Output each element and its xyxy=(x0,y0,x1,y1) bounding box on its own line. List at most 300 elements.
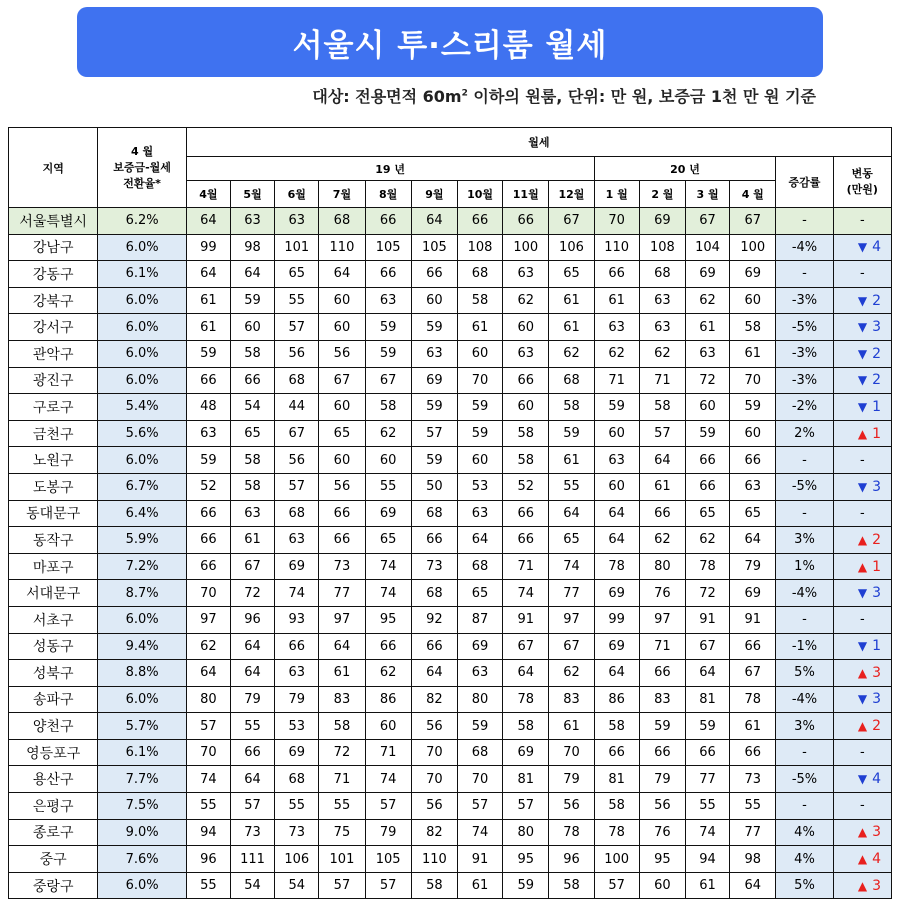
variance-cell: - xyxy=(833,606,891,633)
rent-value-cell: 59 xyxy=(411,314,457,341)
table-row xyxy=(9,713,892,740)
rent-value-cell: 106 xyxy=(549,234,594,261)
variance-cell xyxy=(833,314,891,341)
rent-value-cell: 60 xyxy=(457,447,502,474)
rent-value-cell: 67 xyxy=(275,420,319,447)
variance-cell xyxy=(833,766,891,793)
rent-value-cell: 95 xyxy=(639,846,685,873)
triangle-down-icon: ▼ xyxy=(857,320,868,335)
rent-value-cell: 63 xyxy=(457,500,502,527)
table-row xyxy=(9,872,892,899)
rent-value-cell: 61 xyxy=(186,287,230,314)
rent-value-cell: 57 xyxy=(365,872,411,899)
rent-value-cell: 60 xyxy=(365,713,411,740)
header-month: 5월 xyxy=(230,181,274,208)
rent-value-cell: 54 xyxy=(275,872,319,899)
header-variance-line2: (만원) xyxy=(846,183,878,196)
rent-value-cell: 67 xyxy=(549,208,594,235)
rent-value-cell: 66 xyxy=(685,739,729,766)
rent-value-cell: 60 xyxy=(411,287,457,314)
rent-value-cell: 73 xyxy=(275,819,319,846)
table-row xyxy=(9,287,892,314)
rent-value-cell: 61 xyxy=(457,314,502,341)
region-cell: 성동구 xyxy=(9,633,98,660)
conversion-rate-cell: 7.7% xyxy=(98,766,186,793)
rent-value-cell: 59 xyxy=(594,394,639,421)
conversion-rate-cell: 6.1% xyxy=(98,739,186,766)
rent-value-cell: 66 xyxy=(230,739,274,766)
conversion-rate-cell: 6.0% xyxy=(98,872,186,899)
rent-value-cell: 60 xyxy=(730,287,776,314)
rent-value-cell: 57 xyxy=(275,314,319,341)
rent-value-cell: 69 xyxy=(639,208,685,235)
rent-value-cell: 57 xyxy=(503,793,549,820)
region-cell: 동작구 xyxy=(9,527,98,554)
region-cell: 종로구 xyxy=(9,819,98,846)
rent-value-cell: 97 xyxy=(319,606,365,633)
rent-value-cell: 100 xyxy=(730,234,776,261)
rent-value-cell: 63 xyxy=(730,473,776,500)
variance-cell xyxy=(833,527,891,554)
rent-value-cell: 75 xyxy=(319,819,365,846)
triangle-up-icon: ▲ xyxy=(857,559,868,574)
subtitle-superscript: 2 xyxy=(461,88,468,99)
rent-value-cell: 55 xyxy=(230,713,274,740)
rent-value-cell: 62 xyxy=(365,420,411,447)
rent-value-cell: 71 xyxy=(594,367,639,394)
rent-value-cell: 72 xyxy=(319,739,365,766)
rent-value-cell: 64 xyxy=(639,447,685,474)
rent-value-cell: 59 xyxy=(411,447,457,474)
variance-cell xyxy=(833,580,891,607)
rent-value-cell: 70 xyxy=(411,766,457,793)
variance-cell xyxy=(833,420,891,447)
rent-value-cell: 86 xyxy=(594,686,639,713)
rent-value-cell: 68 xyxy=(411,500,457,527)
rent-value-cell: 63 xyxy=(503,340,549,367)
rent-value-cell: 64 xyxy=(594,527,639,554)
rent-value-cell: 63 xyxy=(230,208,274,235)
rent-value-cell: 74 xyxy=(365,553,411,580)
rent-value-cell: 57 xyxy=(411,420,457,447)
rent-value-cell: 65 xyxy=(685,500,729,527)
rent-value-cell: 60 xyxy=(319,394,365,421)
region-cell: 강남구 xyxy=(9,234,98,261)
region-cell: 서울특별시 xyxy=(9,208,98,235)
rent-value-cell: 55 xyxy=(549,473,594,500)
variance-amount: 3 xyxy=(872,478,881,495)
rent-value-cell: 60 xyxy=(457,340,502,367)
rent-value-cell: 78 xyxy=(594,553,639,580)
rent-value-cell: 69 xyxy=(457,633,502,660)
header-month: 4 월 xyxy=(730,181,776,208)
conversion-rate-cell: 5.6% xyxy=(98,420,186,447)
rent-value-cell: 66 xyxy=(730,739,776,766)
rent-value-cell: 61 xyxy=(549,287,594,314)
change-rate-cell: -4% xyxy=(776,580,833,607)
table-row xyxy=(9,367,892,394)
rent-value-cell: 64 xyxy=(730,527,776,554)
region-cell: 광진구 xyxy=(9,367,98,394)
rent-value-cell: 73 xyxy=(319,553,365,580)
header-variance-line1: 변동 xyxy=(851,167,873,180)
rent-value-cell: 57 xyxy=(230,793,274,820)
variance-amount: 3 xyxy=(872,664,881,681)
rent-value-cell: 61 xyxy=(594,287,639,314)
conversion-rate-cell: 9.4% xyxy=(98,633,186,660)
rent-value-cell: 63 xyxy=(685,340,729,367)
rent-value-cell: 65 xyxy=(230,420,274,447)
rent-value-cell: 81 xyxy=(503,766,549,793)
rent-value-cell: 67 xyxy=(230,553,274,580)
rent-value-cell: 59 xyxy=(457,394,502,421)
rent-value-cell: 70 xyxy=(730,367,776,394)
rent-table xyxy=(8,127,892,899)
rent-value-cell: 74 xyxy=(275,580,319,607)
rent-value-cell: 56 xyxy=(411,793,457,820)
conversion-rate-cell: 6.7% xyxy=(98,473,186,500)
rent-value-cell: 79 xyxy=(275,686,319,713)
rent-value-cell: 64 xyxy=(457,527,502,554)
rent-value-cell: 68 xyxy=(457,261,502,288)
rent-value-cell: 70 xyxy=(186,739,230,766)
rent-value-cell: 69 xyxy=(503,739,549,766)
rent-value-cell: 57 xyxy=(186,713,230,740)
rent-value-cell: 57 xyxy=(275,473,319,500)
rent-value-cell: 48 xyxy=(186,394,230,421)
rent-value-cell: 97 xyxy=(186,606,230,633)
variance-cell xyxy=(833,846,891,873)
rent-value-cell: 74 xyxy=(549,553,594,580)
rent-value-cell: 59 xyxy=(457,713,502,740)
rent-value-cell: 67 xyxy=(730,660,776,687)
rent-value-cell: 79 xyxy=(230,686,274,713)
region-cell: 강서구 xyxy=(9,314,98,341)
rent-value-cell: 79 xyxy=(365,819,411,846)
conversion-rate-cell: 6.1% xyxy=(98,261,186,288)
variance-amount: 1 xyxy=(872,425,881,442)
rent-value-cell: 56 xyxy=(275,447,319,474)
rent-value-cell: 61 xyxy=(457,872,502,899)
rent-value-cell: 64 xyxy=(730,872,776,899)
change-rate-cell: - xyxy=(776,261,833,288)
rent-value-cell: 66 xyxy=(230,367,274,394)
rent-value-cell: 64 xyxy=(186,660,230,687)
variance-amount: 2 xyxy=(872,531,881,548)
rent-value-cell: 65 xyxy=(275,261,319,288)
rent-value-cell: 66 xyxy=(730,447,776,474)
rent-value-cell: 80 xyxy=(503,819,549,846)
rent-value-cell: 58 xyxy=(230,447,274,474)
header-month: 2 월 xyxy=(639,181,685,208)
rent-value-cell: 61 xyxy=(639,473,685,500)
variance-amount: 4 xyxy=(872,239,881,256)
rent-value-cell: 70 xyxy=(186,580,230,607)
variance-cell xyxy=(833,394,891,421)
rent-value-cell: 63 xyxy=(594,447,639,474)
rent-value-cell: 55 xyxy=(275,287,319,314)
rent-value-cell: 61 xyxy=(685,872,729,899)
rent-value-cell: 104 xyxy=(685,234,729,261)
rent-value-cell: 60 xyxy=(594,420,639,447)
change-rate-cell: -1% xyxy=(776,633,833,660)
rent-value-cell: 63 xyxy=(275,660,319,687)
region-cell: 은평구 xyxy=(9,793,98,820)
region-cell: 노원구 xyxy=(9,447,98,474)
change-rate-cell: - xyxy=(776,208,833,235)
rent-value-cell: 67 xyxy=(685,208,729,235)
rent-value-cell: 62 xyxy=(594,340,639,367)
rent-value-cell: 61 xyxy=(685,314,729,341)
rent-value-cell: 83 xyxy=(319,686,365,713)
triangle-down-icon: ▼ xyxy=(857,346,868,361)
rent-value-cell: 68 xyxy=(549,367,594,394)
rent-value-cell: 58 xyxy=(503,420,549,447)
rent-value-cell: 60 xyxy=(685,394,729,421)
conversion-rate-cell: 9.0% xyxy=(98,819,186,846)
rent-value-cell: 63 xyxy=(186,420,230,447)
variance-cell xyxy=(833,686,891,713)
rent-value-cell: 64 xyxy=(549,500,594,527)
rent-value-cell: 59 xyxy=(685,713,729,740)
rent-value-cell: 66 xyxy=(365,633,411,660)
variance-cell xyxy=(833,633,891,660)
rent-value-cell: 62 xyxy=(685,527,729,554)
triangle-down-icon: ▼ xyxy=(857,479,868,494)
table-row xyxy=(9,793,892,820)
rent-value-cell: 77 xyxy=(549,580,594,607)
change-rate-cell: -4% xyxy=(776,686,833,713)
rent-value-cell: 58 xyxy=(594,713,639,740)
rent-value-cell: 66 xyxy=(685,473,729,500)
rent-value-cell: 68 xyxy=(275,766,319,793)
rent-value-cell: 79 xyxy=(639,766,685,793)
header-conversion-rate xyxy=(98,128,186,208)
rent-value-cell: 69 xyxy=(275,553,319,580)
rent-value-cell: 64 xyxy=(594,500,639,527)
rent-value-cell: 60 xyxy=(319,314,365,341)
rent-value-cell: 61 xyxy=(549,314,594,341)
rent-value-cell: 108 xyxy=(457,234,502,261)
table-row xyxy=(9,633,892,660)
rent-value-cell: 60 xyxy=(365,447,411,474)
rent-value-cell: 58 xyxy=(503,713,549,740)
change-rate-cell: -5% xyxy=(776,473,833,500)
header-month: 11월 xyxy=(503,181,549,208)
rent-value-cell: 66 xyxy=(186,553,230,580)
header-month: 6월 xyxy=(275,181,319,208)
region-cell: 마포구 xyxy=(9,553,98,580)
rent-value-cell: 64 xyxy=(594,660,639,687)
rent-value-cell: 59 xyxy=(186,340,230,367)
table-row xyxy=(9,580,892,607)
variance-cell xyxy=(833,553,891,580)
rent-value-cell: 68 xyxy=(457,553,502,580)
rent-value-cell: 59 xyxy=(365,340,411,367)
rent-value-cell: 55 xyxy=(365,473,411,500)
rent-value-cell: 83 xyxy=(639,686,685,713)
triangle-up-icon: ▲ xyxy=(857,825,868,840)
header-month: 12월 xyxy=(549,181,594,208)
triangle-down-icon: ▼ xyxy=(857,293,868,308)
rent-value-cell: 57 xyxy=(319,872,365,899)
rent-value-cell: 64 xyxy=(186,261,230,288)
variance-cell: - xyxy=(833,208,891,235)
table-row xyxy=(9,846,892,873)
change-rate-cell: - xyxy=(776,447,833,474)
rent-value-cell: 64 xyxy=(685,660,729,687)
rent-value-cell: 98 xyxy=(230,234,274,261)
rent-value-cell: 66 xyxy=(639,739,685,766)
rent-value-cell: 91 xyxy=(730,606,776,633)
change-rate-cell: 4% xyxy=(776,819,833,846)
rent-value-cell: 59 xyxy=(365,314,411,341)
table-row xyxy=(9,766,892,793)
conversion-rate-cell: 7.6% xyxy=(98,846,186,873)
variance-amount: 3 xyxy=(872,319,881,336)
header-variance xyxy=(833,157,891,208)
rent-value-cell: 78 xyxy=(685,553,729,580)
conversion-rate-cell: 6.0% xyxy=(98,287,186,314)
rent-value-cell: 105 xyxy=(365,846,411,873)
rent-value-cell: 59 xyxy=(230,287,274,314)
region-cell: 중랑구 xyxy=(9,872,98,899)
rent-value-cell: 58 xyxy=(230,473,274,500)
rent-value-cell: 57 xyxy=(365,793,411,820)
rent-value-cell: 67 xyxy=(730,208,776,235)
variance-cell: - xyxy=(833,500,891,527)
rent-value-cell: 58 xyxy=(411,872,457,899)
rent-value-cell: 78 xyxy=(730,686,776,713)
rent-value-cell: 56 xyxy=(549,793,594,820)
rent-value-cell: 65 xyxy=(549,527,594,554)
rent-value-cell: 101 xyxy=(275,234,319,261)
rent-value-cell: 70 xyxy=(594,208,639,235)
variance-cell xyxy=(833,872,891,899)
rent-value-cell: 56 xyxy=(319,340,365,367)
rent-value-cell: 66 xyxy=(503,527,549,554)
rent-value-cell: 63 xyxy=(230,500,274,527)
rent-value-cell: 66 xyxy=(411,527,457,554)
rent-value-cell: 71 xyxy=(639,367,685,394)
rent-value-cell: 82 xyxy=(411,686,457,713)
rent-value-cell: 66 xyxy=(457,208,502,235)
rent-value-cell: 44 xyxy=(275,394,319,421)
rent-value-cell: 60 xyxy=(594,473,639,500)
conversion-rate-cell: 6.0% xyxy=(98,234,186,261)
table-row xyxy=(9,686,892,713)
table-row xyxy=(9,739,892,766)
rent-value-cell: 58 xyxy=(639,394,685,421)
rent-value-cell: 100 xyxy=(594,846,639,873)
table-row xyxy=(9,553,892,580)
rent-value-cell: 105 xyxy=(411,234,457,261)
rent-value-cell: 60 xyxy=(319,447,365,474)
rent-value-cell: 68 xyxy=(319,208,365,235)
header-month: 1 월 xyxy=(594,181,639,208)
rent-value-cell: 59 xyxy=(549,420,594,447)
conversion-rate-cell: 6.0% xyxy=(98,340,186,367)
rent-value-cell: 78 xyxy=(503,686,549,713)
rent-value-cell: 66 xyxy=(365,261,411,288)
rent-value-cell: 58 xyxy=(230,340,274,367)
triangle-down-icon: ▼ xyxy=(857,373,868,388)
rent-value-cell: 66 xyxy=(186,500,230,527)
conversion-rate-cell: 6.0% xyxy=(98,447,186,474)
rent-value-cell: 74 xyxy=(685,819,729,846)
rent-value-cell: 73 xyxy=(411,553,457,580)
table-row xyxy=(9,261,892,288)
rent-value-cell: 81 xyxy=(594,766,639,793)
variance-cell: - xyxy=(833,793,891,820)
region-cell: 중구 xyxy=(9,846,98,873)
rent-value-cell: 58 xyxy=(549,872,594,899)
rent-value-cell: 74 xyxy=(457,819,502,846)
rent-value-cell: 70 xyxy=(457,367,502,394)
variance-amount: 4 xyxy=(872,771,881,788)
conversion-rate-cell: 7.2% xyxy=(98,553,186,580)
rent-value-cell: 59 xyxy=(457,420,502,447)
region-cell: 서대문구 xyxy=(9,580,98,607)
header-change-rate: 증감률 xyxy=(776,157,833,208)
rent-value-cell: 91 xyxy=(685,606,729,633)
variance-cell xyxy=(833,473,891,500)
change-rate-cell: - xyxy=(776,739,833,766)
rent-value-cell: 62 xyxy=(639,340,685,367)
rent-value-cell: 66 xyxy=(639,660,685,687)
rent-value-cell: 93 xyxy=(275,606,319,633)
title-banner xyxy=(77,7,823,77)
rent-value-cell: 110 xyxy=(411,846,457,873)
triangle-up-icon: ▲ xyxy=(857,426,868,441)
rent-value-cell: 78 xyxy=(549,819,594,846)
header-rate-line2: 보증금-월세 xyxy=(113,160,171,174)
region-cell: 동대문구 xyxy=(9,500,98,527)
region-cell: 용산구 xyxy=(9,766,98,793)
table-row xyxy=(9,447,892,474)
change-rate-cell: - xyxy=(776,500,833,527)
rent-value-cell: 77 xyxy=(730,819,776,846)
rent-value-cell: 61 xyxy=(230,527,274,554)
subtitle-prefix: 대상: 전용면적 60m xyxy=(312,87,462,106)
change-rate-cell: 3% xyxy=(776,713,833,740)
conversion-rate-cell: 5.7% xyxy=(98,713,186,740)
variance-amount: 2 xyxy=(872,345,881,362)
rent-value-cell: 63 xyxy=(503,261,549,288)
rent-value-cell: 56 xyxy=(275,340,319,367)
header-month: 10월 xyxy=(457,181,502,208)
change-rate-cell: 4% xyxy=(776,846,833,873)
rent-value-cell: 66 xyxy=(186,367,230,394)
rent-value-cell: 58 xyxy=(594,793,639,820)
rent-value-cell: 61 xyxy=(549,447,594,474)
change-rate-cell: -4% xyxy=(776,234,833,261)
rent-value-cell: 96 xyxy=(549,846,594,873)
rent-value-cell: 79 xyxy=(549,766,594,793)
rent-value-cell: 94 xyxy=(186,819,230,846)
rent-value-cell: 57 xyxy=(639,420,685,447)
rent-value-cell: 50 xyxy=(411,473,457,500)
rent-value-cell: 74 xyxy=(365,580,411,607)
triangle-down-icon: ▼ xyxy=(857,639,868,654)
rent-value-cell: 54 xyxy=(230,872,274,899)
rent-value-cell: 69 xyxy=(594,633,639,660)
rent-value-cell: 97 xyxy=(639,606,685,633)
rent-value-cell: 56 xyxy=(639,793,685,820)
rent-value-cell: 55 xyxy=(685,793,729,820)
rent-value-cell: 67 xyxy=(319,367,365,394)
variance-cell: - xyxy=(833,739,891,766)
